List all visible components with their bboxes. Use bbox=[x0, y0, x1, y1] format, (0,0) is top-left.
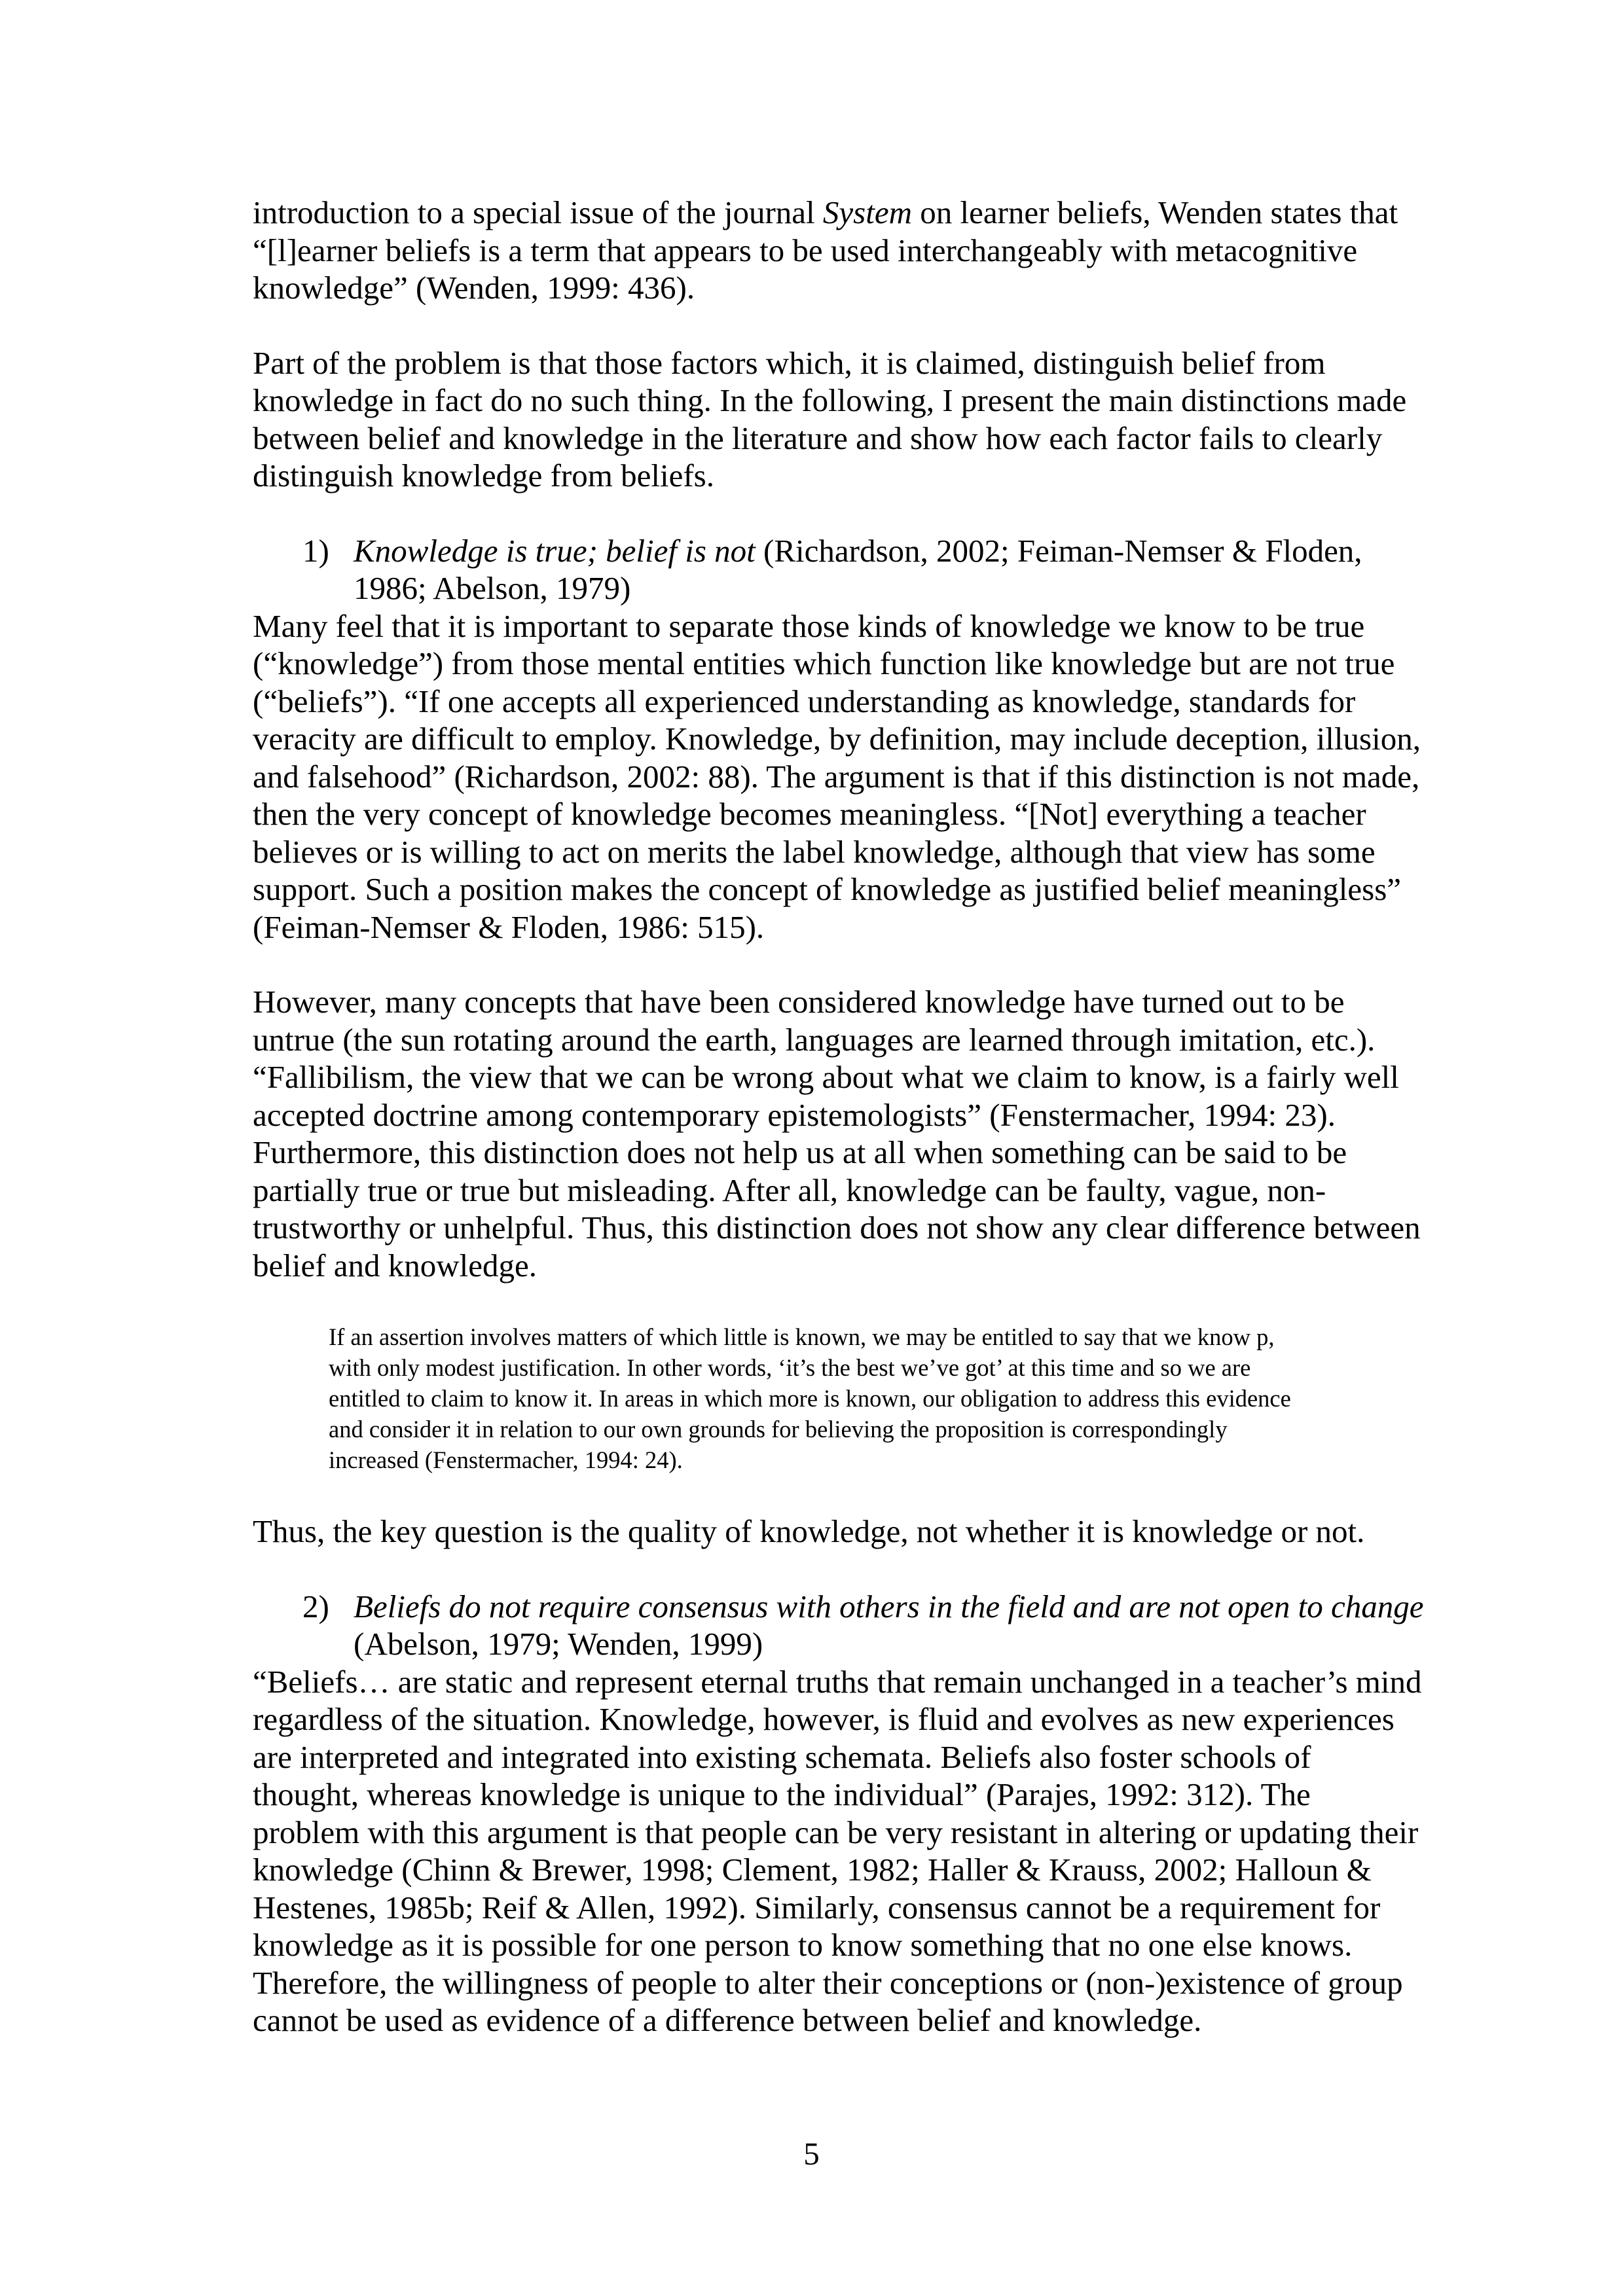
paragraph-intro-text-a: introduction to a special issue of the journal bbox=[253, 194, 823, 230]
paragraph-intro bbox=[253, 194, 1425, 307]
list-item-2-number: 2) bbox=[302, 1588, 329, 1624]
paragraph-consensus: “Beliefs… are static and represent eternal truths that remain unchanged in a teacher’s mind regardless of the situation. Knowledge, however, is fluid and evolves as new experiences are interpreted and integrated into existing schemata. Beliefs also foster schools of thought, whereas knowledge is unique to the individual” (Parajes, 1992: 312). The problem with this argument is that people can be very resistant in altering or updating their knowledge (Chinn & Brewer, 1998; Clement, 1982; Haller & Krauss, 2002; Halloun & Hestenes, 1985b; Reif & Allen, 1992). Similarly, consensus cannot be a requirement for knowledge as it is possible for one person to know something that no one else knows. Therefore, the willingness of people to alter their conceptions or (non-)existence of group cannot be used as evidence of a difference between belief and knowledge. bbox=[253, 1663, 1422, 2038]
paragraph-key-question: Thus, the key question is the quality of knowledge, not whether it is knowledge or not. bbox=[253, 1513, 1365, 1549]
paragraph-problem: Part of the problem is that those factors which, it is claimed, distinguish belief from knowledge in fact do no such thing. In the following, I present the main distinctions made between belief and knowledge in the literature and show how each factor fails to clearly distinguish knowledge from beliefs. bbox=[253, 344, 1407, 493]
list-item-2 bbox=[253, 1588, 1425, 1663]
list-item-1-number: 1) bbox=[302, 532, 329, 569]
page-number: 5 bbox=[803, 2136, 820, 2172]
paragraph-truth: Many feel that it is important to separate those kinds of knowledge we know to be true (“knowledge”) from those mental entities which function like knowledge but are not true (“beliefs”). “If one accepts all experienced understanding as knowledge, standards for veracity are difficult to employ. Knowledge, by definition, may include deception, illusion, and falsehood” (Richardson, 2002: 88). The argument is that if this distinction is not made, then the very concept of knowledge becomes meaningless. “[Not] everything a teacher believes or is willing to act on merits the label knowledge, although that view has some support. Such a position makes the concept of knowledge as justified belief meaningless” (Feiman-Nemser & Floden, 1986: 515). bbox=[253, 607, 1421, 945]
paragraph-intro-text-b: on learner beliefs, Wenden states that “[l]earner beliefs is a term that appears to be used interchangeably with metacognitive knowledge” (Wenden, 1999: 436). bbox=[253, 194, 1398, 306]
list-item-2-citation: (Abelson, 1979; Wenden, 1999) bbox=[354, 1626, 763, 1662]
list-item-2-title: Beliefs do not require consensus with others in the field and are not open to change bbox=[354, 1588, 1424, 1624]
block-quote: If an assertion involves matters of which little is known, we may be entitled to say that we know p, with only modest justification. In other words, ‘it’s the best we’ve got’ at this time and so we are entitled to claim to know it. In areas in which more is known, our obligation to address this evidence and consider it in relation to our own grounds for believing the proposition is correspondingly increased (Fenstermacher, 1994: 24). bbox=[329, 1323, 1291, 1473]
page-body bbox=[253, 194, 1425, 2039]
list-item-1-citation: (Richardson, 2002; Feiman-Nemser & Floden, 1986; Abelson, 1979) bbox=[354, 532, 1362, 606]
list-item-1-title: Knowledge is true; belief is not bbox=[354, 532, 756, 569]
journal-title: System bbox=[822, 194, 912, 230]
list-item-1 bbox=[253, 532, 1425, 607]
paragraph-fallibilism: However, many concepts that have been considered knowledge have turned out to be untrue (the sun rotating around the earth, languages are learned through imitation, etc.). “Fallibilism, the view that we can be wrong about what we claim to know, is a fairly well accepted doctrine among contemporary epistemologists” (Fenstermacher, 1994: 23). Furthermore, this distinction does not help us at all when something can be said to be partially true or true but misleading. After all, knowledge can be faulty, vague, non-trustworthy or unhelpful. Thus, this distinction does not show any clear difference between belief and knowledge. bbox=[253, 984, 1421, 1283]
